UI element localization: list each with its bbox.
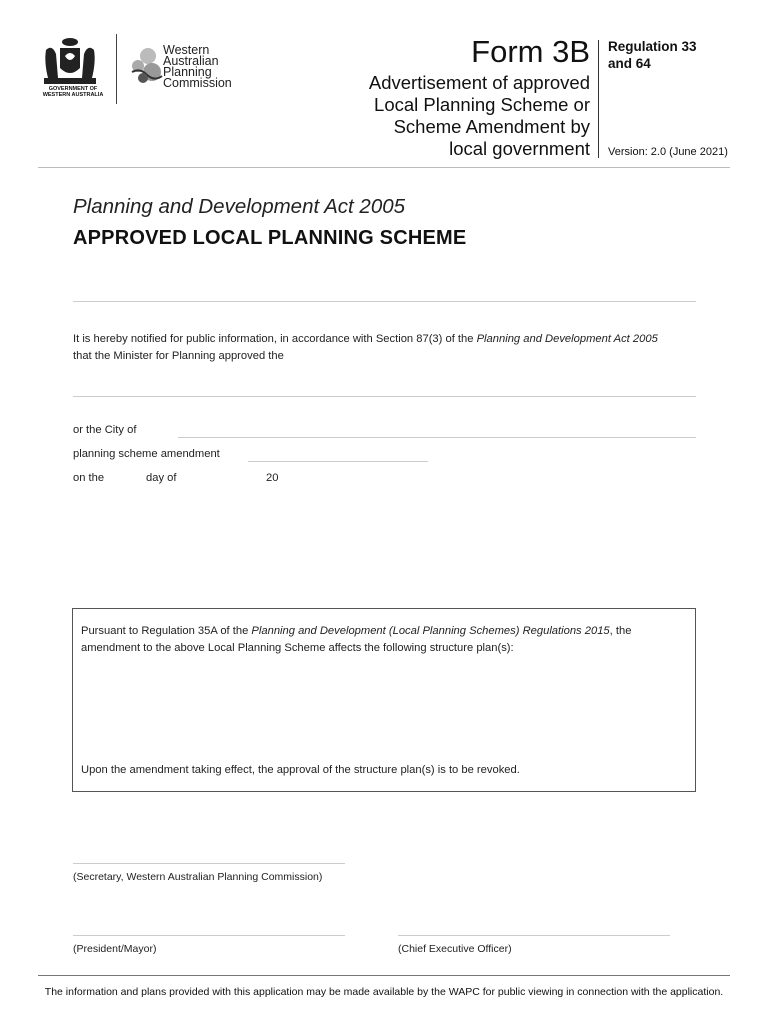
regulation-label: Regulation 33 and 64	[608, 39, 697, 71]
amendment-label: planning scheme amendment	[73, 448, 220, 460]
scheme-type-field[interactable]	[73, 396, 696, 397]
version-label: Version: 2.0 (June 2021)	[608, 146, 728, 158]
revoked-text: Upon the amendment taking effect, the approval of the structure plan(s) is to be revoked.	[81, 764, 520, 776]
year-label: 20	[266, 472, 279, 484]
city-field[interactable]	[178, 437, 696, 438]
ceo-signature-line[interactable]	[398, 935, 670, 936]
footer-rule	[38, 975, 730, 976]
form-subtitle: Advertisement of approved Local Planning Scheme or Scheme Amendment by local government	[368, 72, 590, 159]
city-label: or the City of	[73, 424, 137, 436]
logo-divider	[116, 34, 117, 104]
form-title: Form 3B	[471, 34, 590, 69]
structure-plan-paragraph: Pursuant to Regulation 35A of the Planning and Development (Local Planning Schemes) Regulations 2015, the amendment to the above Local Planning Scheme affects the following structure plan(s):	[81, 625, 632, 654]
notice-paragraph: It is hereby notified for public information, in accordance with Section 87(3) of the Planning and Development Act 2005 that the Minister for Planning approved the	[73, 333, 658, 362]
header-rule	[38, 167, 730, 168]
president-label: (President/Mayor)	[73, 943, 157, 955]
amendment-field[interactable]	[248, 461, 428, 462]
header-divider	[598, 40, 599, 158]
footer-text: The information and plans provided with this application may be made available by the WAPC for public viewing in connection with the application.	[44, 986, 724, 998]
page-heading: APPROVED LOCAL PLANNING SCHEME	[73, 227, 467, 249]
wa-coat-of-arms-logo	[38, 36, 102, 90]
scheme-name-field[interactable]	[73, 301, 696, 302]
ceo-label: (Chief Executive Officer)	[398, 943, 512, 955]
secretary-label: (Secretary, Western Australian Planning Commission)	[73, 871, 323, 883]
secretary-signature-line[interactable]	[73, 863, 345, 864]
day-of-label: day of	[146, 472, 177, 484]
government-label: GOVERNMENT OF WESTERN AUSTRALIA	[42, 86, 104, 98]
on-the-label: on the	[73, 472, 105, 484]
act-title: Planning and Development Act 2005	[73, 195, 406, 218]
wapc-name: Western Australian Planning Commission	[163, 43, 232, 90]
president-signature-line[interactable]	[73, 935, 345, 936]
wapc-logo-icon	[128, 42, 168, 90]
